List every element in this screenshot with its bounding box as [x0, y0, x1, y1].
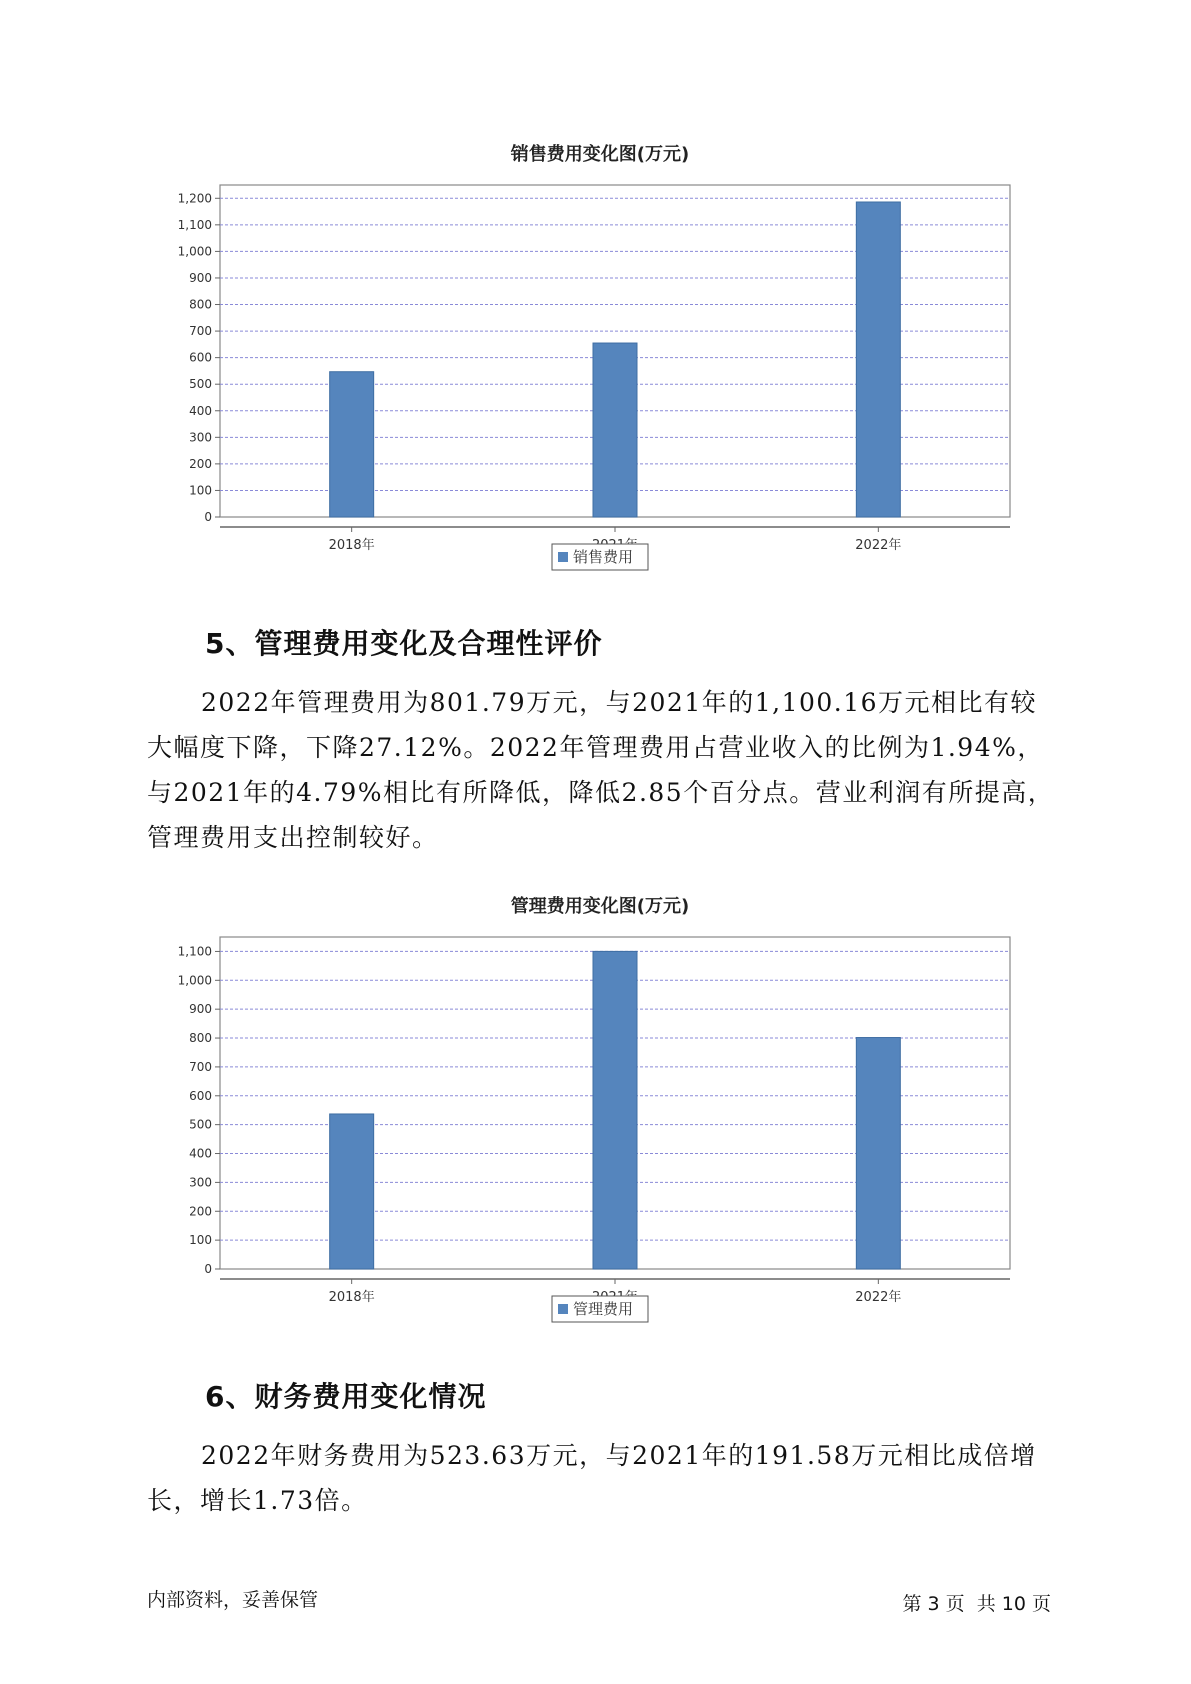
- legend-label: 销售费用: [573, 548, 634, 566]
- bar: [856, 202, 900, 517]
- y-tick-label: 200: [189, 1204, 212, 1219]
- legend-swatch: [558, 1304, 568, 1314]
- section-5-paragraph: 2022年管理费用为801.79万元，与2021年的1,100.16万元相比有较大幅度下降，下降27.12%。2022年管理费用占营业收入的比例为1.94%，与2021年的4.79%相比有所降低，降低2.85个百分点。营业利润有所提高，管理费用支出控制较好。: [147, 688, 1055, 852]
- bar: [330, 372, 374, 517]
- y-tick-label: 1,100: [177, 944, 212, 959]
- y-tick-label: 500: [189, 377, 212, 392]
- legend-swatch: [558, 552, 568, 562]
- x-tick-label: 2018年: [328, 1290, 375, 1305]
- y-tick-label: 1,000: [177, 244, 212, 259]
- y-tick-label: 400: [189, 1146, 212, 1161]
- sales-expense-chart-svg: [150, 135, 1050, 595]
- x-tick-label: 2022年: [855, 1290, 902, 1305]
- y-tick-label: 300: [189, 1175, 212, 1190]
- section-5-heading: 5、管理费用变化及合理性评价: [205, 627, 603, 660]
- legend-label: 管理费用: [573, 1300, 634, 1318]
- y-tick-label: 800: [189, 1031, 212, 1046]
- section-6-heading: 6、财务费用变化情况: [205, 1380, 487, 1413]
- y-tick-label: 1,200: [177, 191, 212, 206]
- y-tick-label: 1,100: [177, 217, 212, 232]
- y-tick-label: 300: [189, 430, 212, 445]
- admin-expense-chart-svg: [150, 887, 1050, 1347]
- bar: [593, 343, 637, 517]
- section-6-paragraph: 2022年财务费用为523.63万元，与2021年的191.58万元相比成倍增长，增长1.73倍。: [147, 1441, 1037, 1515]
- bar: [330, 1114, 374, 1269]
- y-tick-label: 600: [189, 350, 212, 365]
- y-tick-label: 1,000: [177, 973, 212, 988]
- footer-confidential-note: 内部资料，妥善保管: [147, 1589, 319, 1611]
- footer-page-number: 第 3 页 共 10 页: [902, 1593, 1051, 1615]
- y-tick-label: 0: [204, 1262, 212, 1276]
- chart-title: 管理费用变化图(万元): [510, 896, 690, 917]
- sales-expense-chart: [150, 135, 1050, 595]
- y-tick-label: 700: [189, 324, 212, 339]
- bar: [856, 1038, 900, 1269]
- y-tick-label: 800: [189, 297, 212, 312]
- y-tick-label: 500: [189, 1117, 212, 1132]
- y-tick-label: 900: [189, 270, 212, 285]
- x-tick-label: 2022年: [855, 538, 902, 553]
- chart-title: 销售费用变化图(万元): [510, 144, 690, 165]
- bar: [593, 951, 637, 1269]
- y-tick-label: 700: [189, 1059, 212, 1074]
- y-tick-label: 400: [189, 403, 212, 418]
- x-tick-label: 2018年: [328, 538, 375, 553]
- y-tick-label: 600: [189, 1088, 212, 1103]
- y-tick-label: 0: [204, 510, 212, 524]
- y-tick-label: 200: [189, 456, 212, 471]
- y-tick-label: 900: [189, 1002, 212, 1017]
- y-tick-label: 100: [189, 1233, 212, 1248]
- admin-expense-chart: [150, 887, 1050, 1347]
- y-tick-label: 100: [189, 483, 212, 498]
